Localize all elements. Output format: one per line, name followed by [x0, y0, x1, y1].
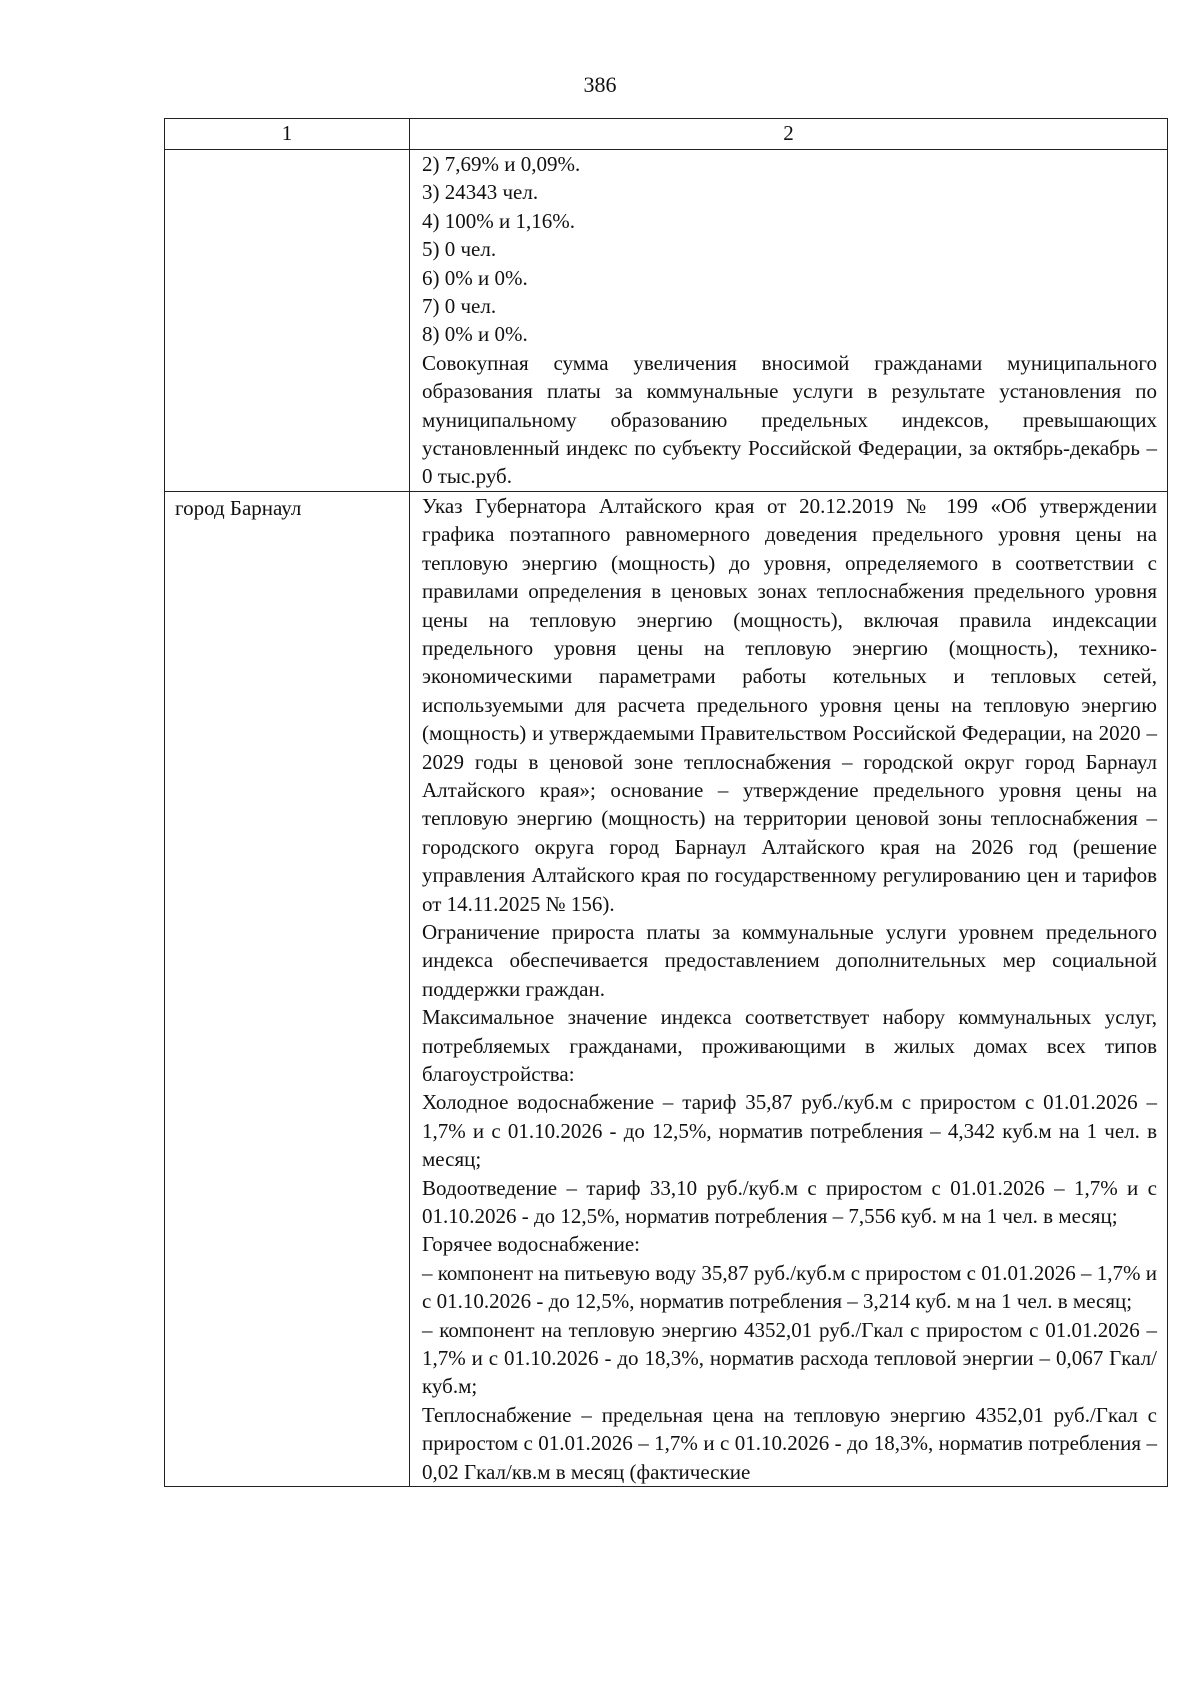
summary-paragraph: Совокупная сумма увеличения вносимой гражданами муниципального образования платы за коммунальные услуги в результате установления по муниципальному образованию предельных индексов, превышающих установленный индекс по субъекту Российской Федерации, за октябрь-декабрь – 0 тыс.руб.	[422, 350, 1157, 489]
heat-component-paragraph: – компонент на тепловую энергию 4352,01 руб./Гкал с приростом с 01.01.2026 – 1,7% и с 01.10.2026 - до 18,3%, норматив расхода тепловой энергии – 0,067 Гкал/куб.м;	[422, 1317, 1157, 1399]
drainage-paragraph: Водоотведение – тариф 33,10 руб./куб.м с приростом с 01.01.2026 – 1,7% и с 01.10.2026 - до 12,5%, норматив потребления – 7,556 куб. м на 1 чел. в месяц;	[422, 1175, 1157, 1229]
decree-paragraph: Указ Губернатора Алтайского края от 20.12.2019 № 199 «Об утверждении графика поэтапного равномерного доведения предельного уровня цены на тепловую энергию (мощность) до уровня, определяемого в соответствии с правилами определения в ценовых зонах теплоснабжения предельного уровня цены на тепловую энергию (мощность), включая правила индексации предельного уровня цены на тепловую энергию (мощность), технико-экономическими параметрами работы котельных и тепловых сетей, используемыми для расчета предельного уровня цены на тепловую энергию (мощность) и утверждаемыми Правительством Российской Федерации, на 2020 –2029 годы в ценовой зоне теплоснабжения – городской округ город Барнаул Алтайского края»; основание – утверждение предельного уровня цены на тепловую энергию (мощность) на территории ценовой зоны теплоснабжения – городского округа город Барнаул Алтайского края на 2026 год (решение управления Алтайского края по государственному регулированию цен и тарифов от 14.11.2025 № 156).	[422, 493, 1157, 916]
hot-water-heading: Горячее водоснабжение:	[422, 1232, 641, 1257]
column-header-2: 2	[410, 119, 1168, 150]
row2-col2	[410, 491, 1168, 1486]
max-index-paragraph: Максимальное значение индекса соответствует набору коммунальных услуг, потребляемых гражданами, проживающими в жилых домах всех типов благоустройства:	[422, 1005, 1157, 1086]
list-item: 7) 0 чел.	[422, 294, 497, 319]
list-item: 3) 24343 чел.	[422, 180, 539, 205]
document-table	[164, 118, 1168, 1487]
list-item: 6) 0% и 0%.	[422, 265, 528, 290]
table-row	[165, 491, 1168, 1486]
row2-col1-municipality: город Барнаул	[165, 491, 410, 1486]
heat-supply-paragraph: Теплоснабжение – предельная цена на тепловую энергию 4352,01 руб./Гкал с приростом с 01.01.2026 – 1,7% и с 01.10.2026 - до 18,3%, норматив потребления – 0,02 Гкал/кв.м в месяц (фактические	[422, 1402, 1157, 1484]
row1-col2	[410, 150, 1168, 492]
list-item: 8) 0% и 0%.	[422, 322, 528, 347]
row1-col1	[165, 150, 410, 492]
cold-water-paragraph: Холодное водоснабжение – тариф 35,87 руб./куб.м с приростом с 01.01.2026 – 1,7% и с 01.10.2026 - до 12,5%, норматив потребления – 4,342 куб.м на 1 чел. в месяц;	[422, 1090, 1157, 1172]
list-item: 5) 0 чел.	[422, 237, 497, 262]
table-header-row	[165, 119, 1168, 150]
page-number: 386	[583, 72, 617, 97]
column-header-1: 1	[165, 119, 410, 150]
list-item: 4) 100% и 1,16%.	[422, 208, 575, 233]
list-item: 2) 7,69% и 0,09%.	[422, 152, 581, 176]
drinking-water-component-paragraph: – компонент на питьевую воду 35,87 руб./куб.м с приростом с 01.01.2026 – 1,7% и с 01.10.2026 - до 12,5%, норматив потребления – 3,214 куб. м на 1 чел. в месяц;	[422, 1260, 1157, 1314]
limitation-paragraph: Ограничение прироста платы за коммунальные услуги уровнем предельного индекса обеспечивается предоставлением дополнительных мер социальной поддержки граждан.	[422, 919, 1157, 1001]
table-row	[165, 150, 1168, 492]
